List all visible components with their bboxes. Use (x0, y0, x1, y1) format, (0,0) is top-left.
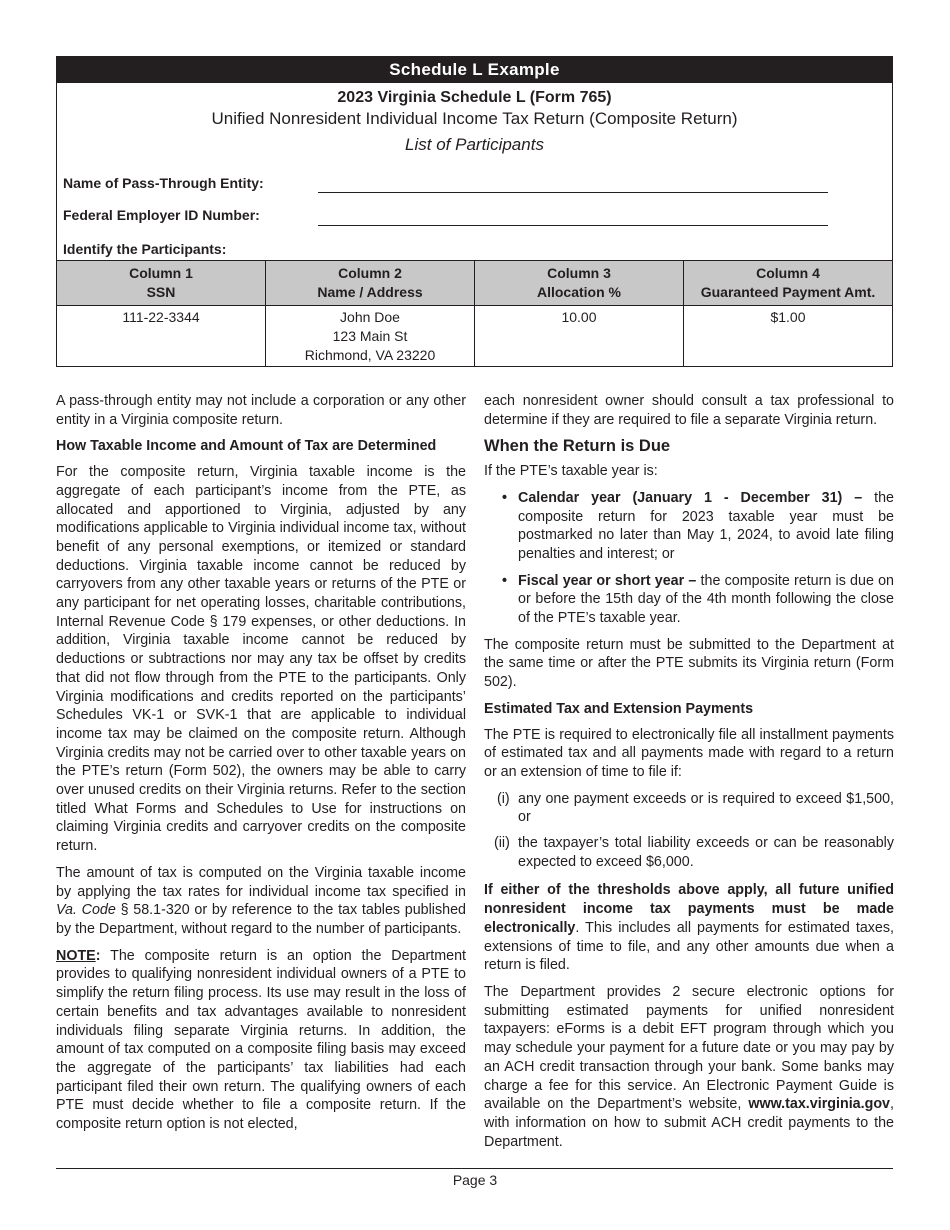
fein-line (318, 225, 828, 226)
column-header: Column 3 Allocation % (475, 261, 684, 306)
column-header: Column 1 SSN (57, 261, 266, 306)
fein-label: Federal Employer ID Number: (63, 207, 260, 223)
list-item: • Calendar year (January 1 - December 31) – the composite return for 2023 taxable year must be postmarked no later than May 1, 2024, to avoid late filing penalties and interest; or (502, 489, 894, 562)
entity-name-line (318, 192, 828, 193)
right-column (484, 392, 894, 1159)
name-address-cell: John Doe 123 Main St Richmond, VA 23220 (266, 306, 475, 367)
entity-name-label: Name of Pass-Through Entity: (63, 175, 264, 191)
paragraph: The PTE is required to electronically file all installment payments of estimated tax and all payments made with regard to a return or an extension of time to file if: (484, 726, 894, 780)
identify-participants-label: Identify the Participants: (63, 241, 227, 257)
form-title: 2023 Virginia Schedule L (Form 765) (337, 89, 612, 106)
list-title: List of Participants (405, 135, 544, 154)
paragraph: The amount of tax is computed on the Virginia taxable income by applying the tax rates for individual income tax specified in Va. Code § 58.1-320 or by reference to the tax tables published by the Department, without regard to the number of participants. (56, 864, 466, 937)
paragraph: A pass-through entity may not include a corporation or any other entity in a Virginia composite return. (56, 393, 466, 428)
payment-cell: $1.00 (684, 306, 893, 367)
form-subtitle: Unified Nonresident Individual Income Tax Return (Composite Return) (211, 109, 738, 128)
note-paragraph: NOTE: The composite return is an option the Department provides to qualifying nonresident individual owners of a PTE to simplify the return filing process. Its use may result in the loss of certain benefits and tax advantages available to nonresident individuals filing separate Virginia returns. In addition, the amount of tax computed on a composite filing basis may exceed the aggregate of the participants’ tax liabilities had each participant filed their own return. The qualifying owners of each PTE must decide whether to file a composite return. If the composite return option is not elected, (56, 947, 466, 1133)
website-link[interactable]: www.tax.virginia.gov (748, 1096, 891, 1113)
section-heading: When the Return is Due (484, 437, 671, 456)
paragraph: each nonresident owner should consult a tax professional to determine if they are required to file a separate Virginia return. (484, 393, 894, 428)
table-header-row (57, 261, 893, 306)
paragraph: The composite return must be submitted to the Department at the same time or after the PTE submits its Virginia return (Form 502). (484, 636, 894, 691)
column-header: Column 2 Name / Address (266, 261, 475, 306)
footer-divider (56, 1168, 893, 1169)
allocation-cell: 10.00 (475, 306, 684, 367)
table-row (57, 306, 893, 367)
ssn-cell: 111-22-3344 (57, 306, 266, 367)
section-heading: Estimated Tax and Extension Payments (484, 700, 754, 717)
left-column (56, 392, 466, 1142)
list-item: (i) any one payment exceeds or is required to exceed $1,500, or (497, 790, 894, 826)
participants-table (56, 260, 893, 367)
column-header: Column 4 Guaranteed Payment Amt. (684, 261, 893, 306)
list-item: (ii) the taxpayer’s total liability exceeds or can be reasonably expected to exceed $6,000. (494, 835, 894, 870)
example-header: Schedule L Example (57, 57, 892, 83)
paragraph: If either of the thresholds above apply, all future unified nonresident income tax payments must be made electronically. This includes all payments for estimated taxes, extensions of time to file, and any other amounts due when a return is filed. (484, 882, 894, 974)
paragraph: The Department provides 2 secure electronic options for submitting estimated payments for unified nonresident taxpayers: eForms is a debit EFT program through which you may schedule your payment for a future date or you may pay by an ACH credit transaction through your bank. Some banks may charge a fee for this service. An Electronic Payment Guide is available on the Department’s website, www.tax.virginia.gov, with information on how to submit ACH credit payments to the Department. (484, 983, 894, 1150)
paragraph: If the PTE’s taxable year is: (484, 463, 658, 480)
schedule-l-example-box (56, 56, 893, 367)
section-heading: How Taxable Income and Amount of Tax are Determined (56, 438, 437, 455)
paragraph: For the composite return, Virginia taxable income is the aggregate of each participant’s income from the PTE, as allocated and apportioned to Virginia, adjusted by any modifications applicable to Virginia individual income tax, without benefit of any personal exemptions, or itemized or standard deductions. Virginia taxable income cannot be reduced by carryovers from any other taxable years or returns of the PTE or any participant for net operating losses, charitable contributions, Internal Revenue Code § 179 expenses, or other deductions. In addition, Virginia taxable income cannot be reduced by deductions or subtractions nor may any tax be offset by credits that did not flow through from the PTE to the participants. Only Virginia modifications and credits reported on the participants’ Schedules VK-1 or SVK-1 that are applicable to individual income tax may be claimed on the composite return. Although Virginia credits may not be carried over to other taxable years on the PTE’s return (Form 502), the owners may be able to carry over unused credits on their Virginia returns. Refer to the section titled What Forms and Schedules to Use for instructions on claiming Virginia credits and carryover credits on the composite return. (56, 464, 466, 855)
page-number: Page 3 (452, 1172, 498, 1188)
list-item: • Fiscal year or short year – the composite return is due on or before the 15th day of the 4th month following the close of the PTE’s taxable year. (502, 572, 895, 627)
